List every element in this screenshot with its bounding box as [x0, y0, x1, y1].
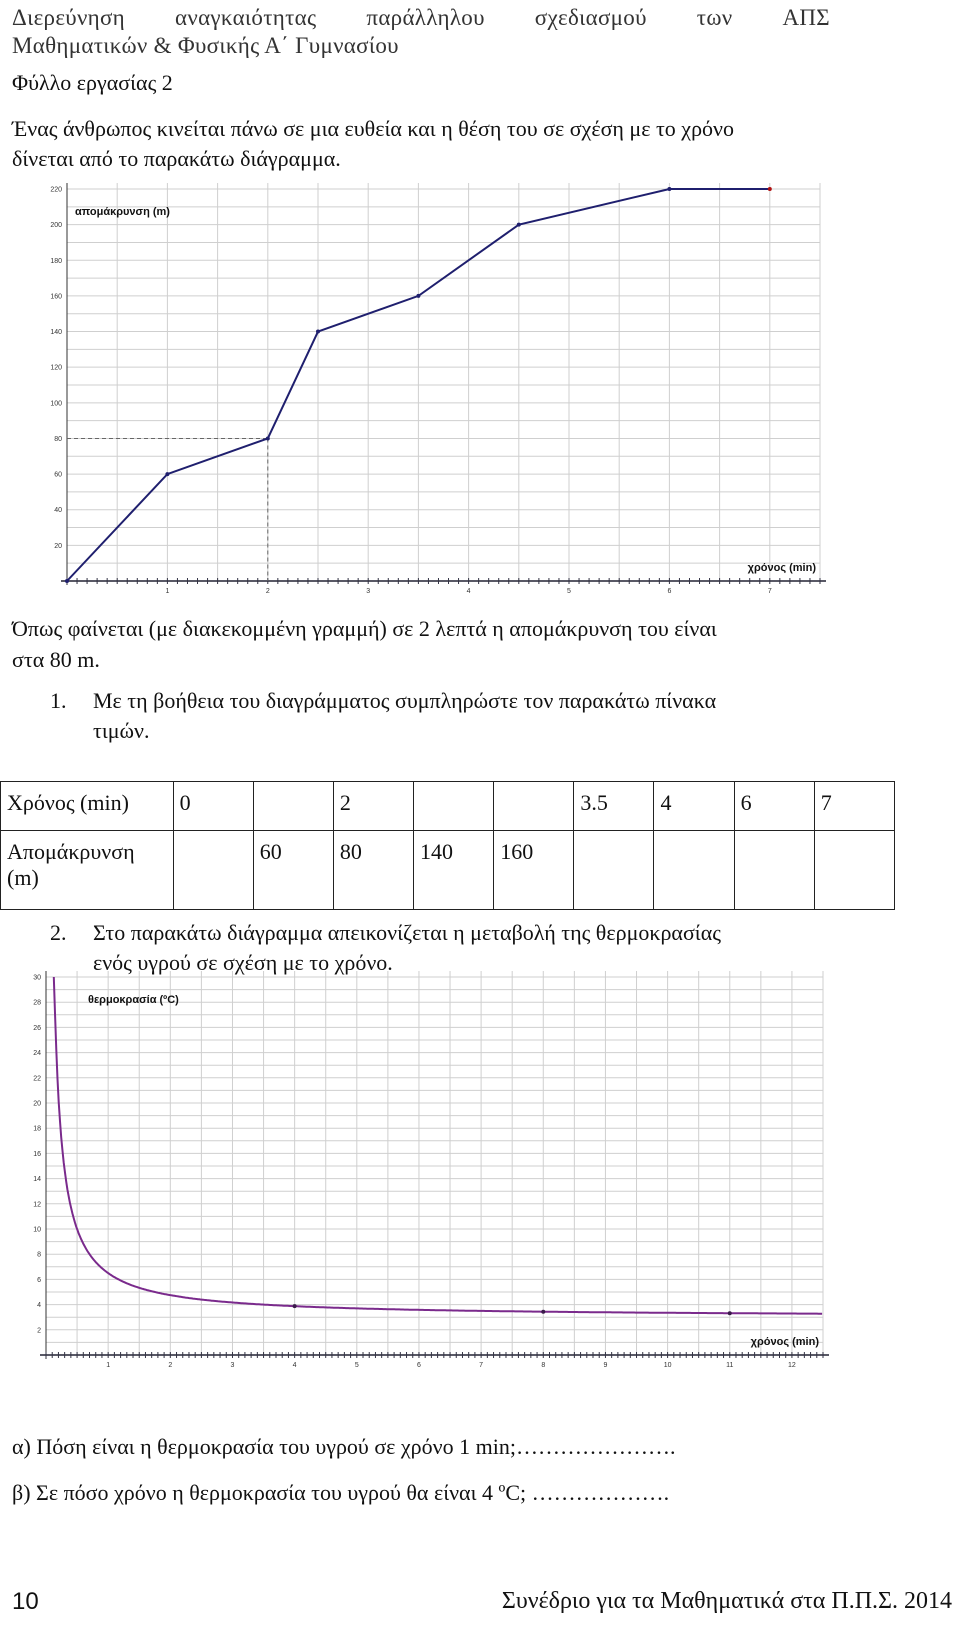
data-point [416, 294, 420, 298]
y-axis-label: απομάκρυνση (m) [75, 206, 170, 218]
y-tick-label: 6 [37, 1276, 41, 1284]
y-tick-label: 22 [33, 1075, 41, 1083]
y-tick-label: 60 [54, 471, 62, 479]
values-table [0, 781, 895, 910]
y-tick-label: 12 [33, 1201, 41, 1209]
table-cell: 160 [494, 831, 574, 910]
header-line-1 [12, 4, 830, 32]
question-2-line-2: ενός υγρού σε σχέση με το χρόνο. [93, 950, 393, 975]
question-1-number: 1. [50, 688, 67, 713]
question-1-line-1: Με τη βοήθεια του διαγράμματος συμπληρώστε τον παρακάτω πίνακα [93, 688, 717, 713]
table-row [1, 831, 895, 910]
x-axis-label: χρόνος (min) [750, 1336, 819, 1348]
table-cell [173, 831, 253, 910]
x-tick-label: 7 [767, 588, 772, 595]
table-cell: 0 [173, 782, 253, 831]
y-tick-label: 80 [54, 435, 62, 443]
intro-line-1: Ένας άνθρωπος κινείται πάνω σε μια ευθεία και η θέση του σε σχέση με το χρόνο [12, 116, 734, 141]
x-tick-label: 4 [466, 588, 471, 595]
x-tick-label: 9 [603, 1362, 608, 1369]
x-tick-label: 8 [541, 1362, 546, 1369]
y-tick-label: 16 [33, 1150, 41, 1158]
data-point [667, 187, 671, 191]
x-tick-label: 2 [168, 1362, 173, 1369]
x-tick-label: 1 [106, 1362, 111, 1369]
header-word: Διερεύνηση [12, 5, 126, 30]
table-cell: 60 [253, 831, 333, 910]
x-tick-label: 6 [667, 588, 672, 595]
row-label-time: Χρόνος (min) [1, 782, 174, 831]
table-cell [654, 831, 734, 910]
y-tick-label: 4 [37, 1302, 41, 1310]
note-line-2: στα 80 m. [12, 647, 100, 672]
table-cell: 7 [814, 782, 894, 831]
y-tick-label: 30 [33, 974, 41, 982]
note-line-1: Όπως φαίνεται (με διακεκομμένη γραμμή) σε 2 λεπτά η απομάκρυνση του είναι [12, 616, 717, 641]
data-point [266, 436, 270, 440]
y-tick-label: 100 [50, 400, 62, 408]
y-tick-label: 20 [33, 1100, 41, 1108]
question-2-line-1: Στο παρακάτω διάγραμμα απεικονίζεται η μεταβολή της θερμοκρασίας [93, 920, 721, 945]
row-label-distance: Απομάκρυνση (m) [1, 831, 174, 910]
y-tick-label: 220 [50, 186, 62, 194]
header-line-2: Μαθηματικών & Φυσικής Α΄ Γυμνασίου [12, 33, 399, 58]
x-tick-label: 4 [292, 1362, 297, 1369]
y-tick-label: 160 [50, 293, 62, 301]
question-1-line-2: τιμών. [93, 718, 150, 743]
header-word: ΑΠΣ [782, 5, 830, 30]
y-tick-label: 180 [50, 257, 62, 265]
data-point [65, 579, 69, 583]
table-cell [494, 782, 574, 831]
y-tick-label: 120 [50, 364, 62, 372]
header-word: σχεδιασμού [534, 5, 647, 30]
table-cell: 3.5 [574, 782, 654, 831]
data-point [541, 1310, 545, 1314]
x-tick-label: 3 [230, 1362, 235, 1369]
y-tick-label: 8 [37, 1251, 41, 1259]
y-tick-label: 200 [50, 222, 62, 230]
footer-conference: Συνέδριο για τα Μαθηματικά στα Π.Π.Σ. 2014 [501, 1588, 952, 1614]
question-2-number: 2. [50, 920, 67, 945]
worksheet-title: Φύλλο εργασίας 2 [12, 70, 173, 95]
y-axis-label: θερμοκρασία (ºC) [88, 994, 179, 1006]
data-point [316, 330, 320, 334]
x-tick-label: 1 [165, 588, 170, 595]
table-cell: 4 [654, 782, 734, 831]
y-tick-label: 14 [33, 1176, 41, 1184]
x-tick-label: 5 [354, 1362, 359, 1369]
table-cell [814, 831, 894, 910]
y-tick-label: 28 [33, 999, 41, 1007]
y-tick-label: 26 [33, 1024, 41, 1032]
table-cell [253, 782, 333, 831]
header-word: αναγκαιότητας [175, 5, 317, 30]
x-tick-label: 7 [479, 1362, 484, 1369]
table-row [1, 782, 895, 831]
data-point [517, 223, 521, 227]
y-tick-label: 2 [37, 1327, 41, 1335]
question-a: α) Πόση είναι η θερμοκρασία του υγρού σε χρόνο 1 min;…………………. [12, 1434, 676, 1459]
distance-time-chart [20, 180, 850, 600]
data-point [728, 1311, 732, 1315]
y-tick-label: 40 [54, 507, 62, 515]
y-tick-label: 20 [54, 542, 62, 550]
table-cell [414, 782, 494, 831]
header-word: παράλληλου [366, 5, 485, 30]
y-tick-label: 10 [33, 1226, 41, 1234]
table-cell: 140 [414, 831, 494, 910]
y-tick-label: 140 [50, 329, 62, 337]
data-point [165, 472, 169, 476]
header-word: των [696, 5, 733, 30]
y-tick-label: 24 [33, 1050, 41, 1058]
question-b: β) Σε πόσο χρόνο η θερμοκρασία του υγρού θα είναι 4 ºC; ………………. [12, 1480, 670, 1505]
x-tick-label: 6 [417, 1362, 421, 1369]
y-tick-label: 18 [33, 1125, 41, 1133]
page-number: 10 [12, 1588, 39, 1615]
x-tick-label: 5 [567, 588, 571, 595]
x-axis-label: χρόνος (min) [747, 562, 816, 574]
table-cell: 80 [333, 831, 413, 910]
table-cell: 6 [734, 782, 814, 831]
x-tick-label: 10 [663, 1362, 672, 1369]
data-point [293, 1304, 297, 1308]
table-cell [734, 831, 814, 910]
intro-line-2: δίνεται από το παρακάτω διάγραμμα. [12, 146, 341, 171]
x-tick-label: 2 [265, 588, 270, 595]
x-tick-label: 11 [726, 1362, 734, 1369]
x-tick-label: 12 [788, 1362, 796, 1369]
table-cell [574, 831, 654, 910]
data-point [768, 187, 772, 191]
x-tick-label: 3 [366, 588, 371, 595]
table-cell: 2 [333, 782, 413, 831]
temperature-time-chart [28, 974, 858, 1405]
